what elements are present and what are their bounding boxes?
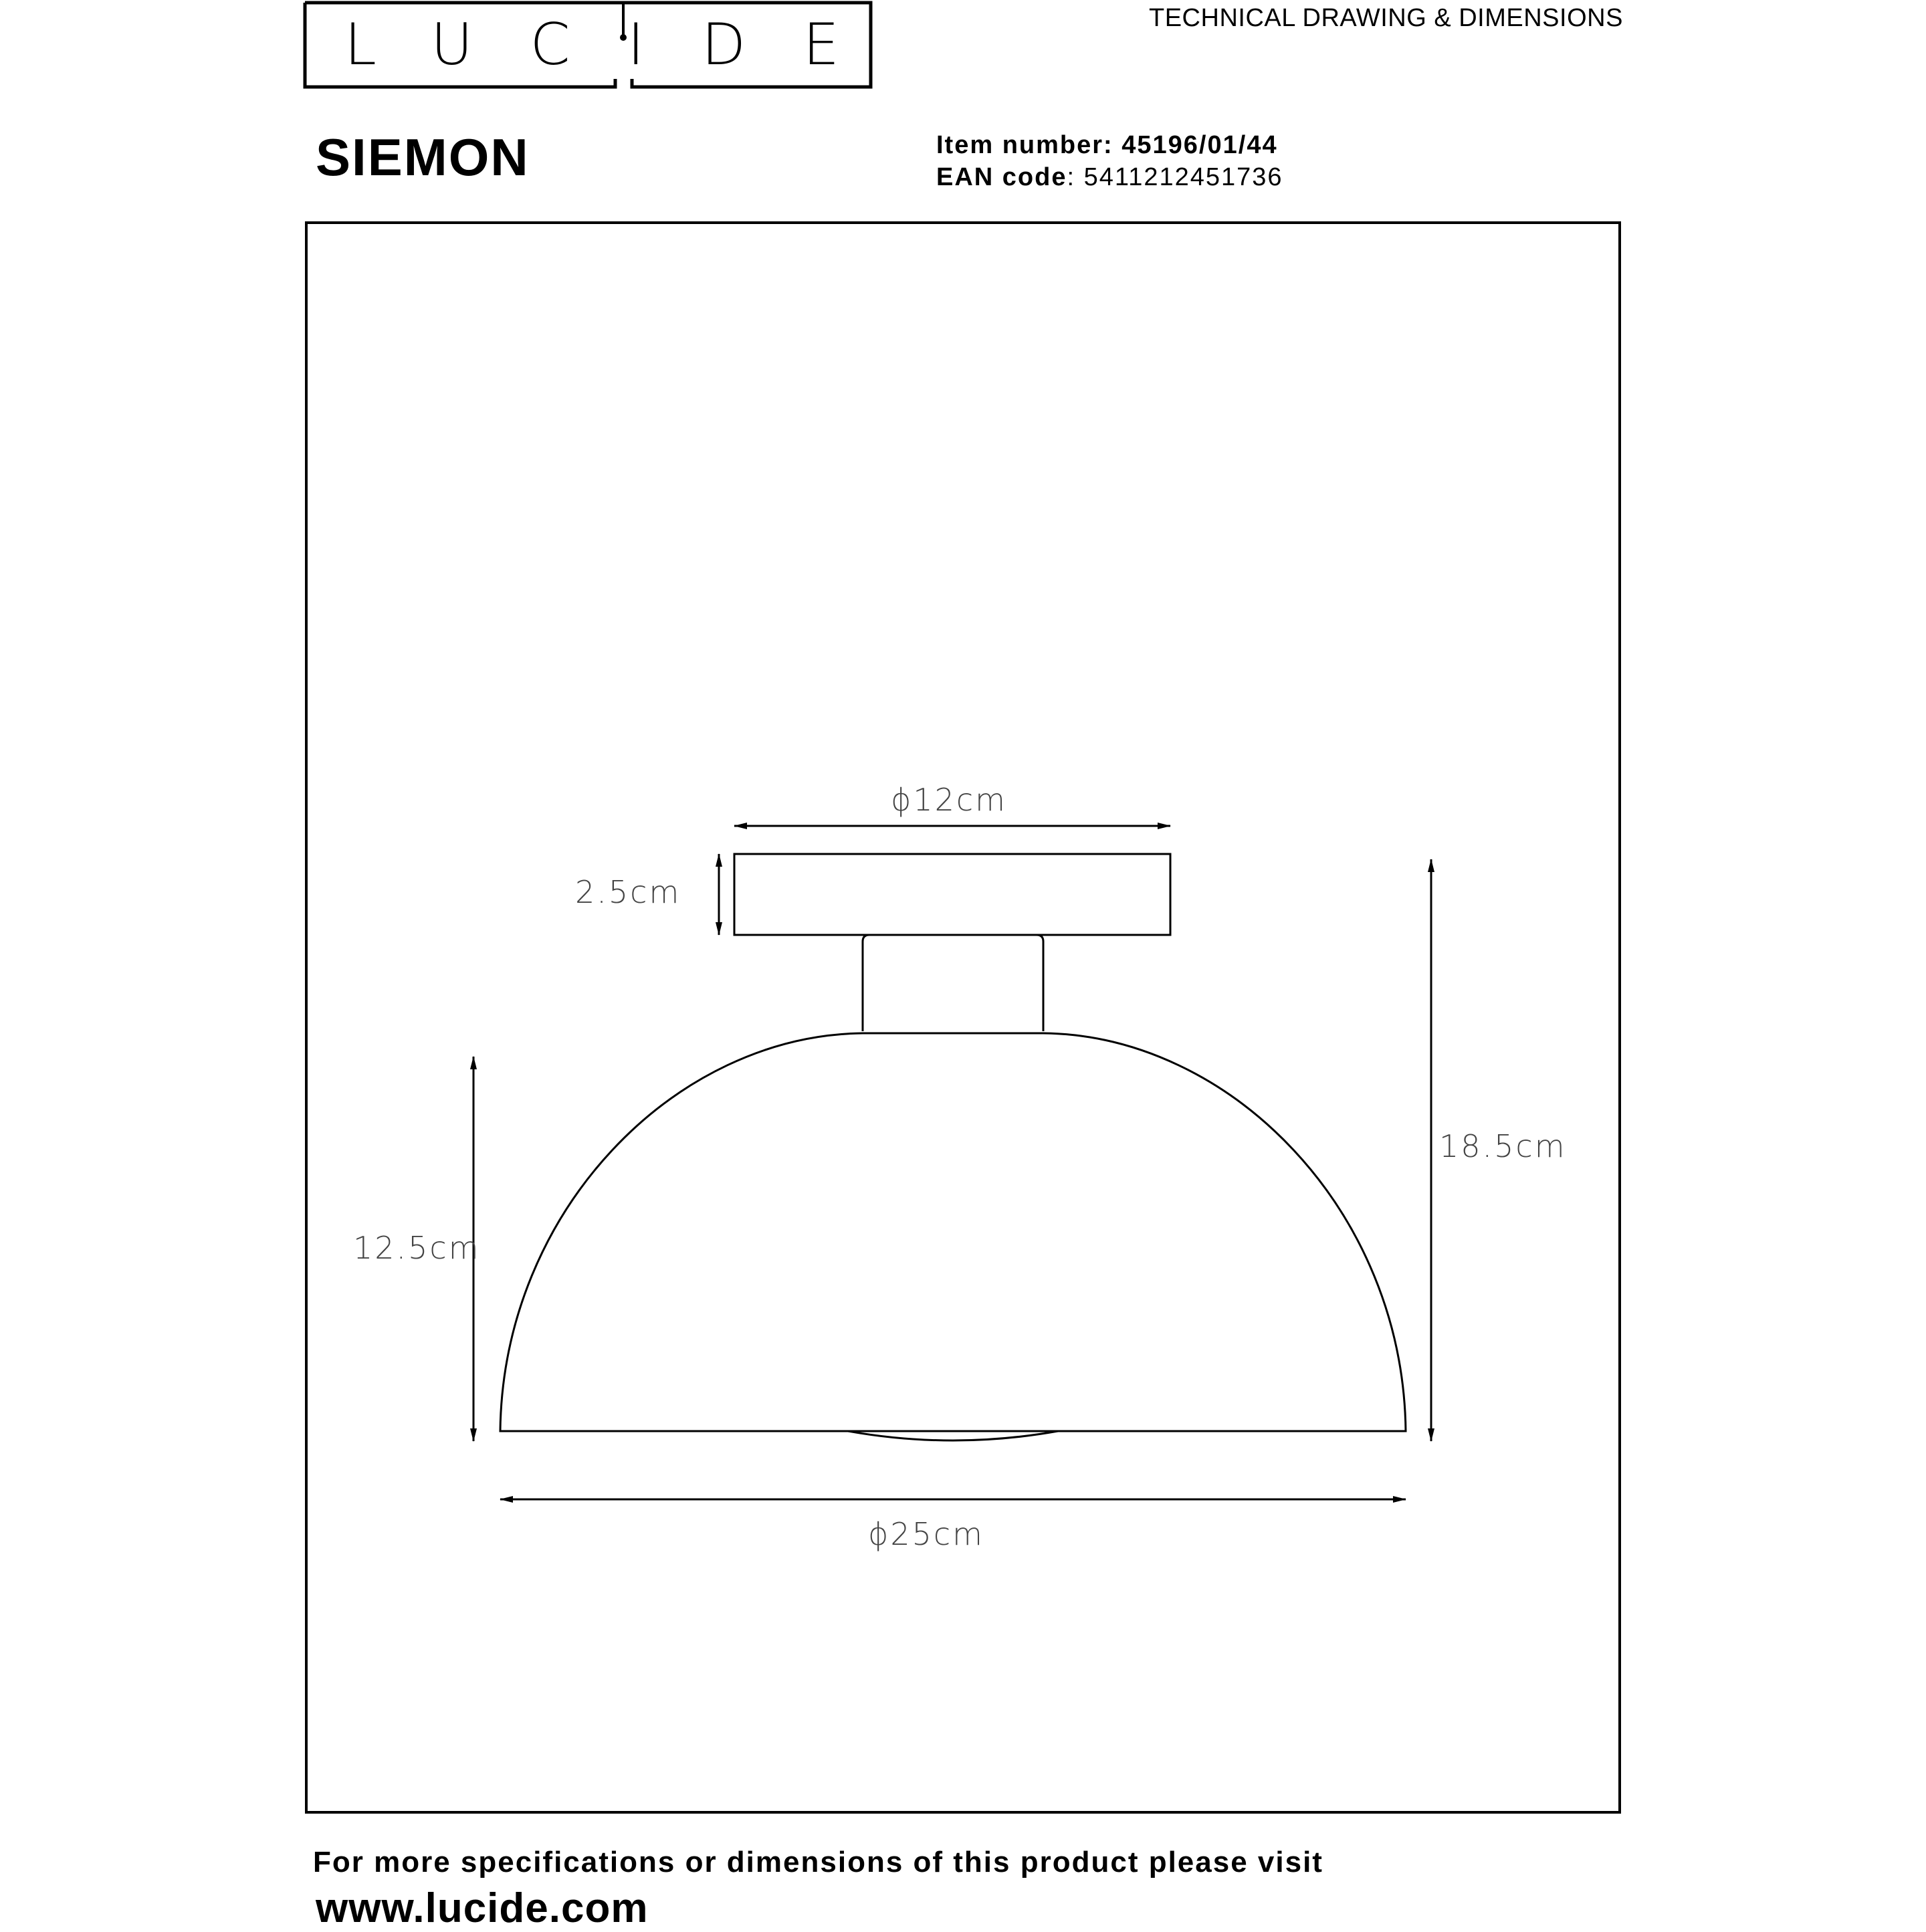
dim-label-total-height: 18.5cm	[1439, 1128, 1567, 1164]
item-number-row: Item number: 45196/01/44	[936, 131, 1278, 159]
connector	[863, 935, 1043, 1031]
ean-code-value: 5411212451736	[1083, 163, 1283, 191]
dome-shade	[500, 1033, 1406, 1431]
item-number-label: Item number	[936, 131, 1104, 159]
logo-text: LUCIDE	[344, 11, 839, 78]
bulb-outline	[848, 1431, 1058, 1440]
ean-code-label: EAN code	[936, 163, 1067, 191]
ean-code-row: EAN code: 5411212451736	[936, 163, 1283, 191]
dim-label-shade-height: 12.5cm	[353, 1230, 481, 1266]
item-number-value: 45196/01/44	[1121, 131, 1278, 159]
footer-url[interactable]: www.lucide.com	[316, 1885, 649, 1931]
product-name: SIEMON	[316, 128, 530, 187]
dim-label-base-diameter: ϕ12cm	[891, 782, 1007, 818]
footer-text: For more specifications or dimensions of this product please visit	[313, 1846, 1323, 1879]
dim-label-base-height: 2.5cm	[575, 874, 681, 910]
dim-label-shade-diameter: ϕ25cm	[868, 1516, 984, 1552]
page-heading: TECHNICAL DRAWING & DIMENSIONS	[1149, 4, 1623, 32]
ceiling-base	[734, 854, 1170, 935]
